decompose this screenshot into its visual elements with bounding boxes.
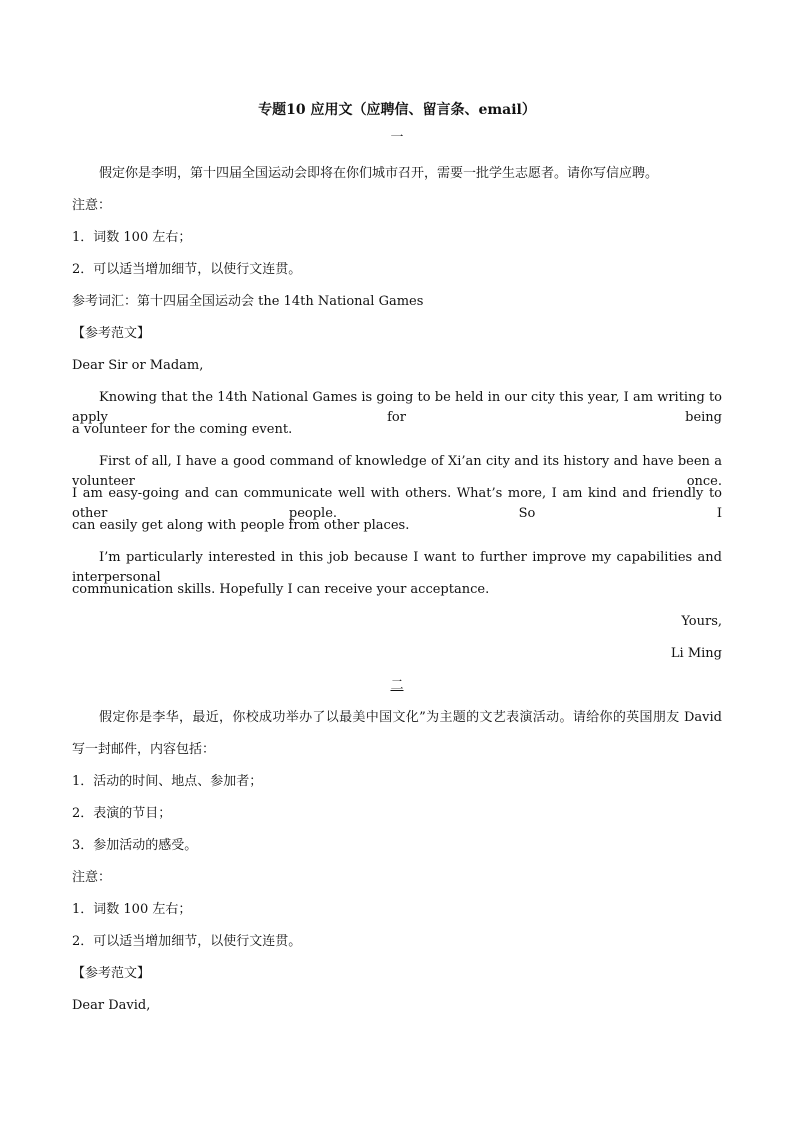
section-1-marker: 一 (390, 130, 404, 145)
section-2-note-1: 1．词数 100 左右； (72, 902, 192, 917)
section-1-vocabulary: 参考词汇：第十四届全国运动会 the 14th National Games (72, 294, 424, 309)
letter-1-line-2: a volunteer for the coming event. (72, 422, 293, 437)
section-2-note-label: 注意： (72, 870, 112, 885)
section-2-prompt-line-1: 假定你是李华，最近，你校成功举办了以最美中国文化”为主题的文艺表演活动。请给你的英国朋友 David (99, 710, 722, 725)
letter-2-greeting: Dear David, (72, 998, 151, 1013)
section-1-prompt: 假定你是李明，第十四届全国运动会即将在你们城市召开，需要一批学生志愿者。请你写信应聘。 (99, 166, 659, 181)
document-page (72, 0, 722, 1123)
section-2-item-2: 2．表演的节目； (72, 806, 172, 821)
section-2-marker-text: 二 (390, 678, 404, 693)
page-title: 专题10 应用文（应聘信、留言条、email） (258, 102, 536, 118)
letter-1-line-4: I am easy-going and can communicate well with others. What’s more, I am kind and friendly to other people. So I (72, 486, 722, 521)
section-2-marker (72, 676, 722, 696)
section-2-sample-label: 【参考范文】 (72, 966, 151, 981)
section-1-sample-label: 【参考范文】 (72, 326, 151, 341)
letter-1-line-6: I’m particularly interested in this job because I want to further improve my capabilities and interpersonal (72, 550, 722, 585)
letter-1-signature: Li Ming (670, 646, 722, 661)
section-2-prompt-line-2: 写一封邮件，内容包括： (72, 742, 216, 757)
section-2-item-3: 3．参加活动的感受。 (72, 838, 198, 853)
section-2-item-1: 1．活动的时间、地点、参加者； (72, 774, 263, 789)
letter-1-line-3: First of all, I have a good command of knowledge of Xi’an city and its history and have been a volunteer once. (72, 454, 722, 489)
letter-1-line-5: can easily get along with people from other places. (72, 518, 410, 533)
section-1-note-label: 注意： (72, 198, 112, 213)
section-2-note-2: 2．可以适当增加细节，以使行文连贯。 (72, 934, 302, 949)
letter-1-line-7: communication skills. Hopefully I can receive your acceptance. (72, 582, 490, 597)
section-1-note-1: 1．词数 100 左右； (72, 230, 192, 245)
section-1-note-2: 2．可以适当增加细节，以使行文连贯。 (72, 262, 302, 277)
letter-1-closing: Yours, (681, 614, 722, 629)
letter-1-greeting: Dear Sir or Madam, (72, 358, 204, 373)
letter-1-line-1: Knowing that the 14th National Games is going to be held in our city this year, I am writing to apply for being (72, 390, 722, 425)
